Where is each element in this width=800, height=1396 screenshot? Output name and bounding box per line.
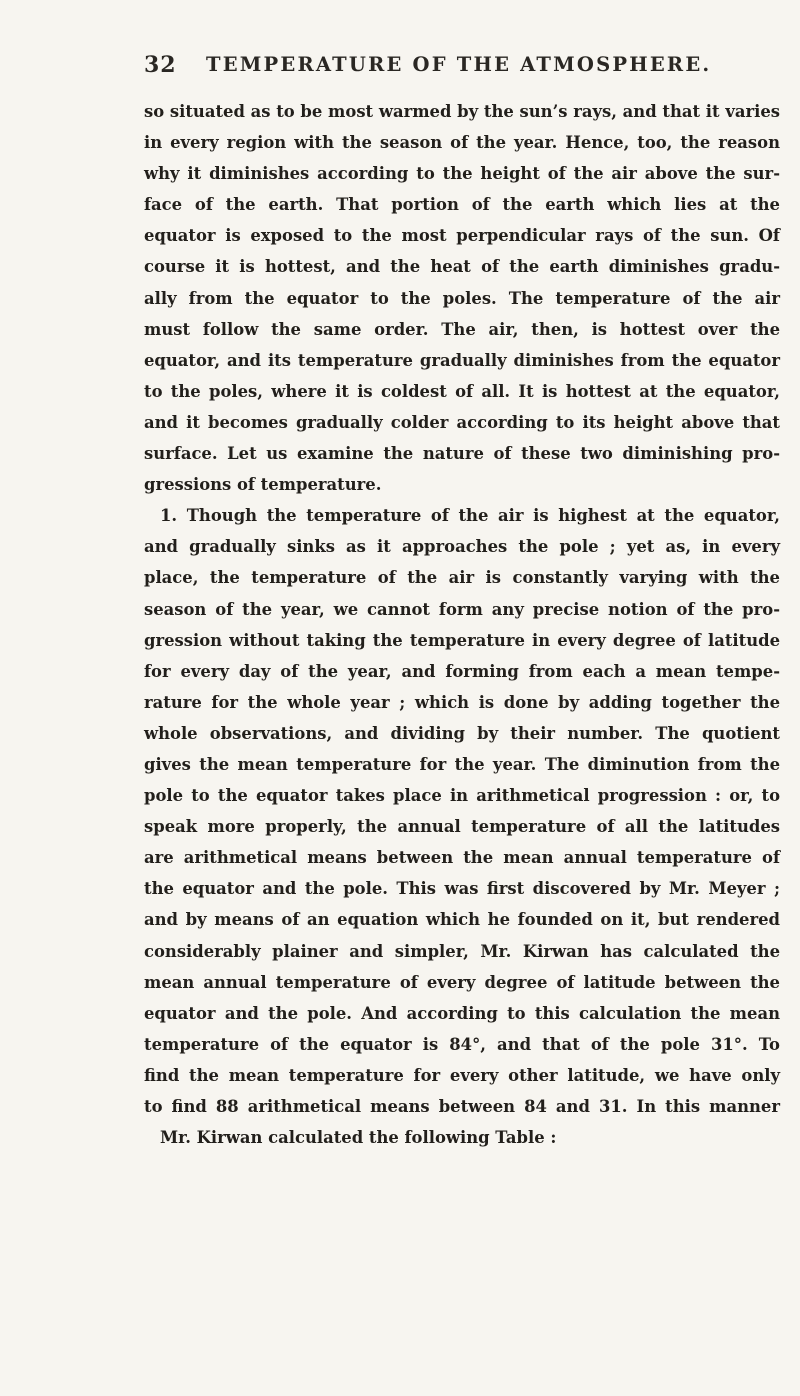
text-line: gressions of temperature. — [144, 475, 382, 495]
text-line: gives the mean temperature for the year. The diminution from the — [144, 754, 780, 774]
text-line: the equator and the pole. This was first discovered by Mr. Meyer ; — [144, 879, 780, 899]
text-line: pole to the equator takes place in arithmetical progression : or, to — [144, 786, 780, 806]
text-line: mean annual temperature of every degree of latitude between the — [144, 972, 780, 992]
text-line: equator is exposed to the most perpendicular rays of the sun. Of — [144, 226, 780, 246]
text-line: speak more properly, the annual temperature of all the latitudes — [144, 817, 780, 837]
text-line: and it becomes gradually colder according to its height above that — [144, 412, 780, 432]
text-line: course it is hottest, and the heat of the earth diminishes gradu- — [144, 257, 780, 277]
text-line: 1. Though the temperature of the air is highest at the equator, — [160, 506, 780, 526]
text-line: to the poles, where it is coldest of all. It is hottest at the equator, — [144, 381, 780, 401]
text-line: whole observations, and dividing by their number. The quotient — [144, 723, 780, 743]
text-line: place, the temperature of the air is constantly varying with the — [144, 568, 780, 588]
running-title: TEMPERATURE OF THE ATMOSPHERE. — [206, 53, 712, 76]
text-line: surface. Let us examine the nature of these two diminishing pro- — [144, 444, 780, 464]
text-line: equator and the pole. And according to this calculation the mean — [144, 1003, 780, 1023]
text-line: and by means of an equation which he founded on it, but rendered — [144, 910, 780, 930]
text-line: for every day of the year, and forming from each a mean tempe- — [144, 661, 780, 681]
text-line: season of the year, we cannot form any precise notion of the pro- — [144, 599, 780, 619]
text-line: temperature of the equator is 84°, and that of the pole 31°. To — [144, 1034, 780, 1054]
text-line: find the mean temperature for every other latitude, we have only — [144, 1065, 780, 1085]
text-line: Mr. Kirwan calculated the following Table : — [160, 1128, 557, 1148]
text-line: gression without taking the temperature in every degree of latitude — [144, 630, 780, 650]
text-line: why it diminishes according to the height of the air above the sur- — [144, 164, 780, 184]
text-line: and gradually sinks as it approaches the pole ; yet as, in every — [144, 537, 780, 557]
text-line: ally from the equator to the poles. The temperature of the air — [144, 288, 780, 308]
text-line: rature for the whole year ; which is done by adding together the — [144, 692, 780, 712]
text-line: equator, and its temperature gradually diminishes from the equator — [144, 350, 780, 370]
running-head — [144, 52, 784, 82]
text-line: are arithmetical means between the mean annual temperature of — [144, 848, 780, 868]
text-line: to find 88 arithmetical means between 84 and 31. In this manner — [144, 1097, 780, 1116]
text-line: face of the earth. That portion of the earth which lies at the — [144, 195, 780, 215]
text-line: so situated as to be most warmed by the sun’s rays, and that it varies — [144, 102, 780, 121]
body-text — [144, 96, 780, 1153]
page-number: 32 — [144, 52, 177, 78]
text-line: considerably plainer and simpler, Mr. Kirwan has calculated the — [144, 941, 780, 961]
text-line: in every region with the season of the year. Hence, too, the reason — [144, 133, 780, 153]
text-line: must follow the same order. The air, then, is hottest over the — [144, 319, 780, 339]
